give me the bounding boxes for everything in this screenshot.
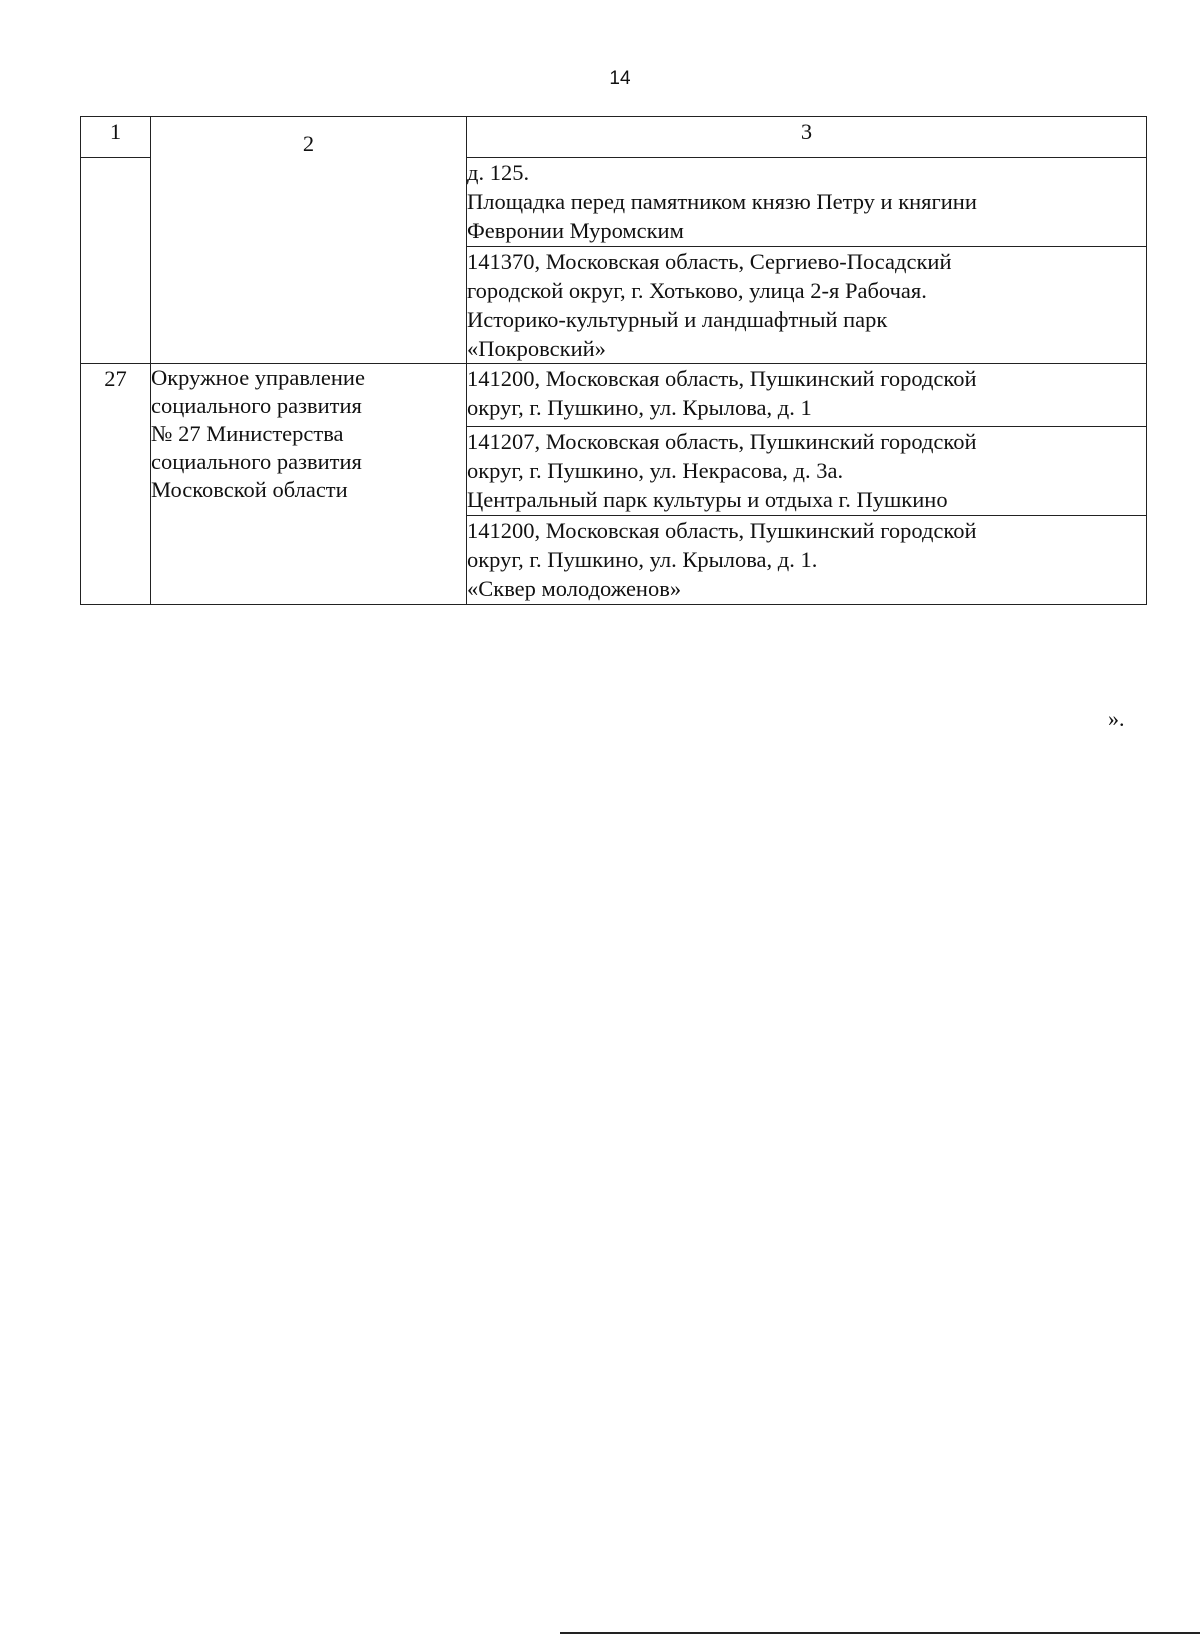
address-line: городской округ, г. Хотьково, улица 2-я Рабочая. <box>467 278 927 303</box>
address-line: Историко-культурный и ландшафтный парк <box>467 307 888 332</box>
entry-number: 27 <box>81 364 151 605</box>
address-line: 141200, Московская область, Пушкинский городской <box>467 366 977 391</box>
closing-quote: ». <box>1108 706 1125 731</box>
entry-name <box>151 364 467 605</box>
table-header-row <box>81 117 1147 158</box>
entry-name-line: Московской области <box>151 477 348 502</box>
header-col-3: 3 <box>467 117 1147 158</box>
address-line: «Сквер молодоженов» <box>467 576 682 601</box>
table-row-27 <box>81 364 1147 427</box>
locations-table <box>80 116 1147 605</box>
empty-num-cell <box>81 158 151 364</box>
address-cell <box>467 516 1147 605</box>
header-col-2-cell <box>151 117 467 364</box>
address-cell <box>467 364 1147 427</box>
entry-name-line: Окружное управление <box>151 365 365 390</box>
address-line: Площадка перед памятником князю Петру и княгини <box>467 189 977 214</box>
address-cell <box>467 427 1147 516</box>
entry-name-line: социального развития <box>151 449 362 474</box>
address-line: Февронии Муромским <box>467 218 684 243</box>
scan-edge-line <box>560 1632 1200 1634</box>
header-col-1: 1 <box>81 117 151 158</box>
address-line: 141207, Московская область, Пушкинский городской <box>467 429 977 454</box>
entry-name-line: социального развития <box>151 393 362 418</box>
address-line: округ, г. Пушкино, ул. Крылова, д. 1. <box>467 547 818 572</box>
address-line: округ, г. Пушкино, ул. Крылова, д. 1 <box>467 395 812 420</box>
entry-name-line: № 27 Министерства <box>151 421 344 446</box>
address-cell <box>467 247 1147 364</box>
address-line: 141370, Московская область, Сергиево-Посадский <box>467 249 952 274</box>
address-line: округ, г. Пушкино, ул. Некрасова, д. 3а. <box>467 458 844 483</box>
address-line: д. 125. <box>467 160 530 185</box>
address-line: Центральный парк культуры и отдыха г. Пушкино <box>467 487 948 512</box>
address-line: 141200, Московская область, Пушкинский городской <box>467 518 977 543</box>
address-line: «Покровский» <box>467 336 606 361</box>
page-number: 14 <box>609 68 631 89</box>
header-col-2: 2 <box>302 131 315 156</box>
address-cell <box>467 158 1147 247</box>
